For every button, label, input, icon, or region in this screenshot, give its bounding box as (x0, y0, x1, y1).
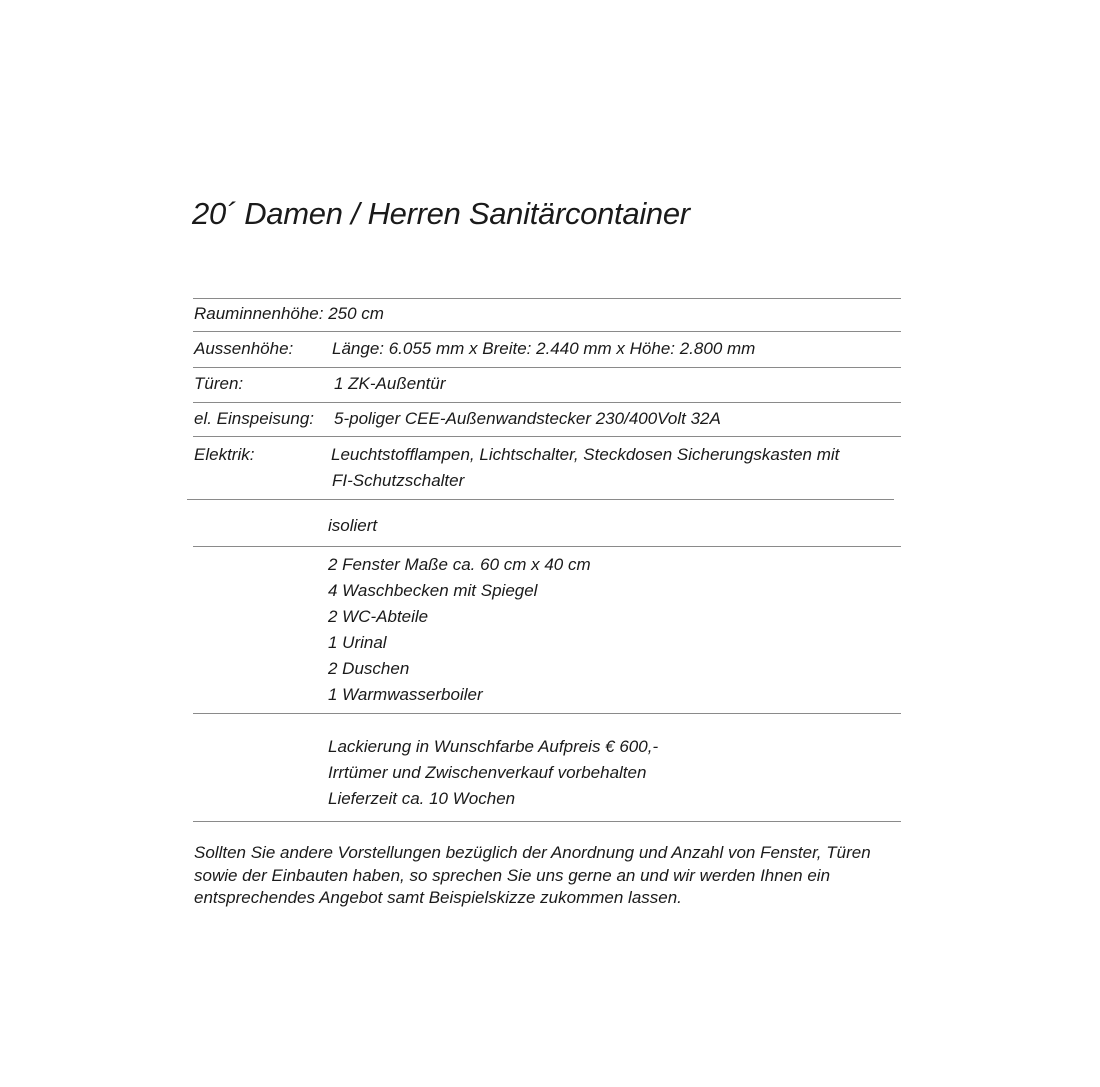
spec-value-power-supply: 5-poliger CEE-Außenwandstecker 230/400Volt 32A (334, 409, 721, 428)
equipment-list (328, 552, 591, 708)
divider (193, 713, 901, 714)
list-item: Irrtümer und Zwischenverkauf vorbehalten (328, 763, 647, 782)
list-item: 4 Waschbecken mit Spiegel (328, 581, 538, 600)
divider (193, 402, 901, 403)
list-item: Lieferzeit ca. 10 Wochen (328, 789, 516, 808)
terms-list (328, 734, 658, 812)
spec-label-doors: Türen: (194, 374, 244, 393)
list-item: 1 Urinal (328, 633, 387, 652)
note-line: sowie der Einbauten haben, so sprechen Sie uns gerne an und wir werden Ihnen ein (194, 865, 831, 885)
divider (193, 821, 901, 822)
divider (193, 331, 901, 332)
insulation-text: isoliert (328, 516, 378, 535)
note-line: entsprechendes Angebot samt Beispielskizze zukommen lassen. (194, 888, 682, 907)
spec-label-room-height: Rauminnenhöhe: 250 cm (194, 304, 384, 323)
page-title: 20´ Damen / Herren Sanitärcontainer (192, 196, 690, 231)
divider (193, 298, 901, 299)
divider (193, 367, 901, 368)
divider (193, 546, 901, 547)
spec-value-electrics-line: FI-Schutzschalter (332, 471, 465, 490)
spec-value-electrics-line: Leuchtstofflampen, Lichtschalter, Steckdosen Sicherungskasten mit (331, 445, 840, 464)
closing-note (194, 842, 906, 910)
divider (193, 436, 901, 437)
spec-label-outer-height: Aussenhöhe: (194, 339, 294, 358)
list-item: Lackierung in Wunschfarbe Aufpreis € 600,- (328, 737, 659, 756)
note-line: Sollten Sie andere Vorstellungen bezüglich der Anordnung und Anzahl von Fenster, Türen (194, 843, 871, 862)
spec-value-doors: 1 ZK-Außentür (334, 374, 446, 393)
spec-label-electrics: Elektrik: (194, 445, 255, 464)
spec-value-dimensions: Länge: 6.055 mm x Breite: 2.440 mm x Höhe: 2.800 mm (332, 339, 756, 358)
spec-label-power-supply: el. Einspeisung: (194, 409, 315, 428)
list-item: 1 Warmwasserboiler (328, 685, 483, 704)
list-item: 2 WC-Abteile (328, 607, 429, 626)
spec-value-electrics (331, 442, 839, 494)
list-item: 2 Duschen (328, 659, 410, 678)
divider (187, 499, 894, 500)
list-item: 2 Fenster Maße ca. 60 cm x 40 cm (328, 555, 591, 574)
